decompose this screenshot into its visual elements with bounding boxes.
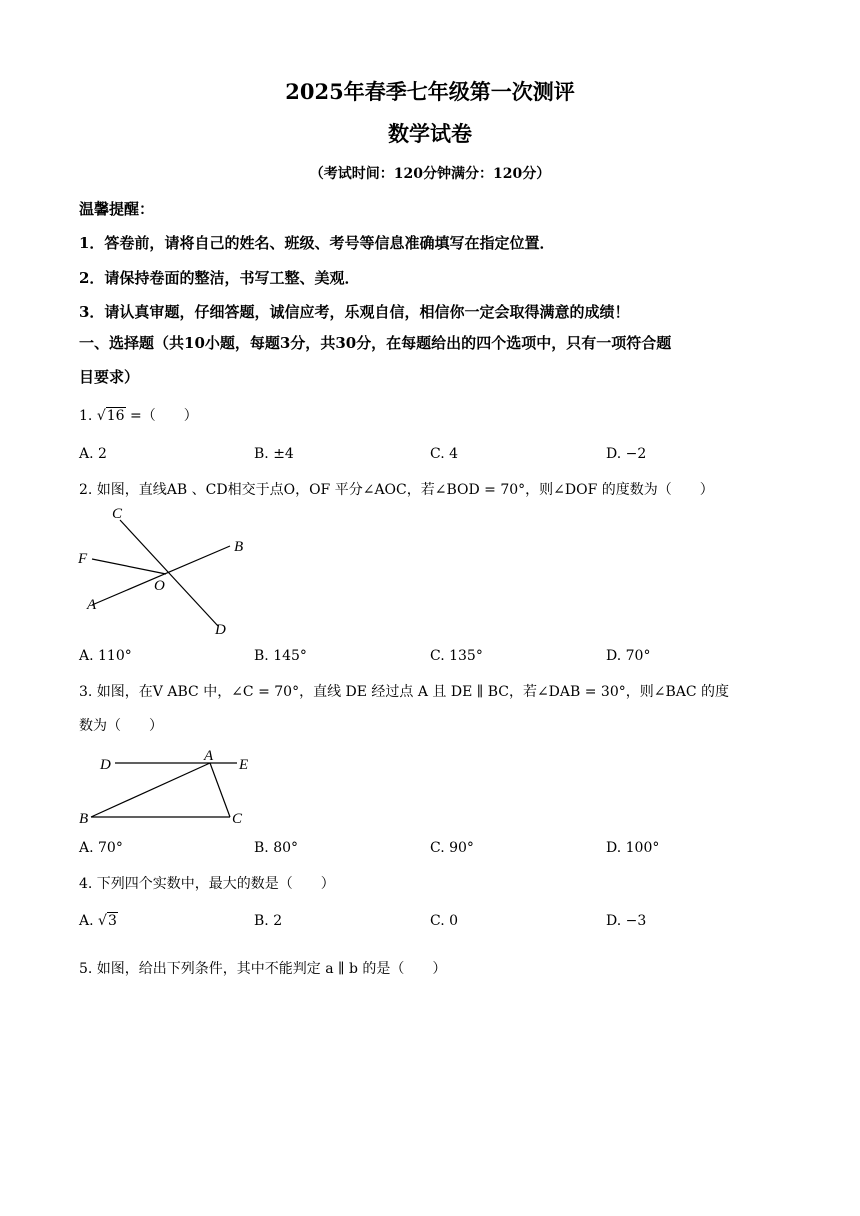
q1-option-d: D. −2 <box>606 446 647 462</box>
sqrt-expression: √3 <box>98 913 117 929</box>
question-5-stem: 5. 如图，给出下列条件，其中不能判定 a ∥ b 的是（ ） <box>79 961 447 977</box>
q4-option-c: C. 0 <box>430 913 459 929</box>
sqrt-expression: √16 <box>96 408 125 424</box>
q3-option-c: C. 90° <box>430 840 474 856</box>
exam-subtitle: 数学试卷 <box>388 121 472 146</box>
q3-option-b: B. 80° <box>254 840 299 856</box>
label-A: A <box>204 748 214 764</box>
segment-AC <box>210 763 230 817</box>
exam-title: 2025年春季七年级第一次测评 <box>285 79 575 104</box>
q4-option-a <box>79 913 118 929</box>
q2-option-c: C. 135° <box>430 648 483 664</box>
label-B: B <box>234 539 244 555</box>
label-O: O <box>154 578 165 594</box>
q4-option-b: B. 2 <box>254 913 283 929</box>
radicand-16: 16 <box>106 408 125 424</box>
section-heading-line2: 目要求） <box>79 368 140 386</box>
label-C: C <box>112 506 123 522</box>
q1-option-a: A. 2 <box>79 446 107 462</box>
reminder-item-3: 3．请认真审题，仔细答题，诚信应考，乐观自信，相信你一定会取得满意的成绩！ <box>79 303 630 321</box>
q3-option-d: D. 100° <box>606 840 660 856</box>
q2-option-b: B. 145° <box>254 648 307 664</box>
reminder-item-1: 1．答卷前，请将自己的姓名、班级、考号等信息准确填写在指定位置． <box>79 234 555 252</box>
q4-option-d: D. −3 <box>606 913 647 929</box>
ray-OF <box>92 559 166 574</box>
q1-option-c: C. 4 <box>430 446 459 462</box>
figure-q2-intersecting-lines <box>70 500 270 645</box>
q2-option-d: D. 70° <box>606 648 651 664</box>
figure-q3-triangle <box>75 745 275 830</box>
reminder-item-2: 2．请保持卷面的整洁，书写工整、美观． <box>79 269 360 287</box>
label-F: F <box>78 551 88 567</box>
reminder-heading: 温馨提醒： <box>79 200 155 218</box>
q4-option-a-prefix: A. <box>79 913 94 929</box>
line-CD <box>120 520 218 626</box>
question-4-stem: 4. 下列四个实数中，最大的数是（ ） <box>79 876 335 892</box>
section-heading-line1: 一、选择题（共10小题，每题3分，共30分，在每题给出的四个选项中，只有一项符合题 <box>79 334 672 352</box>
question-2-stem: 2. 如图，直线AB 、CD相交于点O，OF 平分∠AOC，若∠BOD = 70°，则∠DOF 的度数为（ ） <box>79 482 714 498</box>
exam-info: （考试时间：120分钟满分：120分） <box>309 166 551 182</box>
label-D: D <box>100 757 111 773</box>
label-E: E <box>239 757 249 773</box>
label-B: B <box>79 811 89 827</box>
question-3-stem-line1: 3. 如图，在V ABC 中，∠C = 70°，直线 DE 经过点 A 且 DE ∥ BC，若∠DAB = 30°，则∠BAC 的度 <box>79 684 730 700</box>
question-1-suffix: =（ ） <box>130 408 198 424</box>
label-C: C <box>232 811 243 827</box>
line-AB <box>92 546 230 605</box>
q3-option-a: A. 70° <box>79 840 123 856</box>
radicand-3: 3 <box>107 913 117 929</box>
q1-option-b: B. ±4 <box>254 446 294 462</box>
question-3-stem-line2: 数为（ ） <box>79 718 163 734</box>
label-D: D <box>215 622 226 638</box>
label-A: A <box>87 597 97 613</box>
question-1-stem <box>79 405 198 425</box>
question-1-number: 1. <box>79 408 93 424</box>
q2-option-a: A. 110° <box>79 648 132 664</box>
